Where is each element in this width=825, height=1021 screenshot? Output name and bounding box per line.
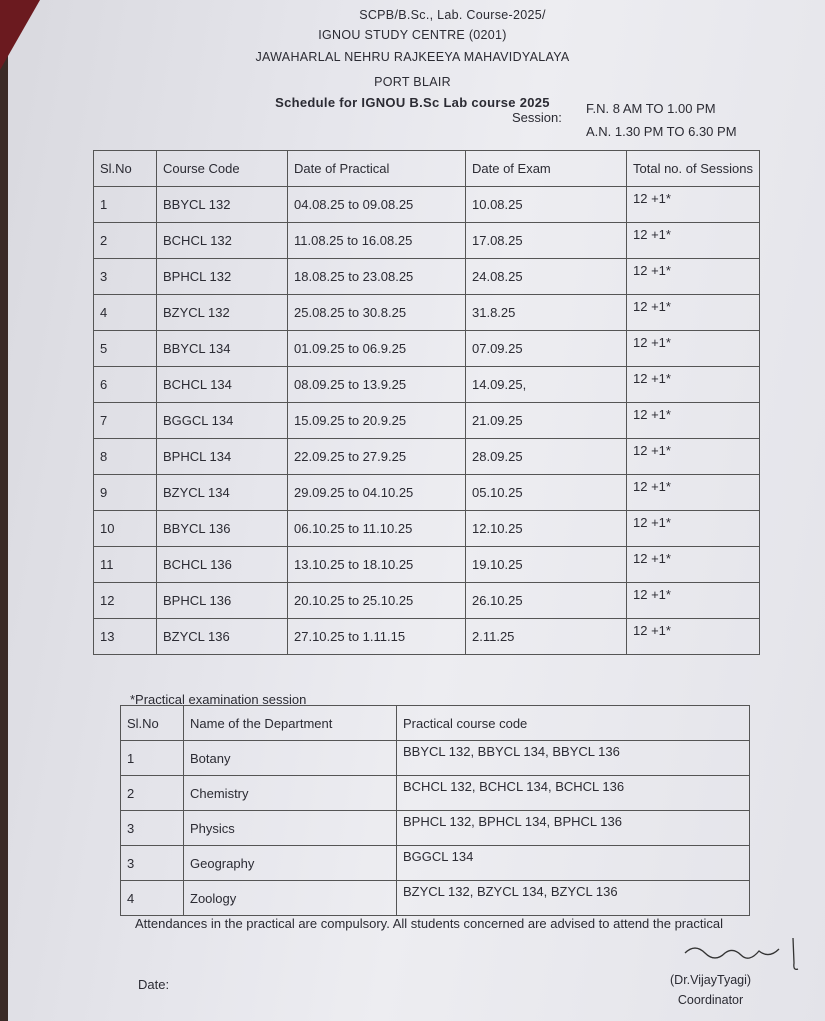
table-cell: Physics — [184, 811, 397, 846]
signatory-designation: Coordinator — [677, 993, 744, 1007]
table-cell: BZYCL 136 — [157, 619, 288, 655]
table-cell: 10 — [94, 511, 157, 547]
table-cell: 22.09.25 to 27.9.25 — [288, 439, 466, 475]
college-name: JAWAHARLAL NEHRU RAJKEEYA MAHAVIDYALAYA — [255, 50, 570, 64]
table-cell: BZYCL 132 — [157, 295, 288, 331]
table-cell: BGGCL 134 — [397, 846, 750, 881]
table-cell: 27.10.25 to 1.11.15 — [288, 619, 466, 655]
table-cell: BCHCL 134 — [157, 367, 288, 403]
signatory-name: (Dr.VijayTyagi) — [670, 973, 752, 987]
table-cell: 28.09.25 — [466, 439, 627, 475]
table-cell: BZYCL 132, BZYCL 134, BZYCL 136 — [397, 881, 750, 916]
table-cell: 01.09.25 to 06.9.25 — [288, 331, 466, 367]
table-cell: 24.08.25 — [466, 259, 627, 295]
session-label: Session: — [512, 110, 562, 125]
table-cell: Zoology — [184, 881, 397, 916]
table-cell: 12 +1* — [627, 439, 760, 475]
column-header: Practical course code — [397, 706, 750, 741]
table-row — [121, 811, 750, 846]
table-cell: 29.09.25 to 04.10.25 — [288, 475, 466, 511]
table-cell: 25.08.25 to 30.8.25 — [288, 295, 466, 331]
place-name: PORT BLAIR — [374, 75, 451, 89]
table-cell: 2 — [94, 223, 157, 259]
table-cell: 6 — [94, 367, 157, 403]
table-cell: 12 +1* — [627, 367, 760, 403]
table-cell: 12 +1* — [627, 259, 760, 295]
session-an: A.N. 1.30 PM TO 6.30 PM — [586, 124, 737, 139]
table-cell: 12 +1* — [627, 331, 760, 367]
table-row — [94, 187, 760, 223]
attendance-notice: Attendances in the practical are compulsory. All students concerned are advised to attend the practical — [135, 916, 723, 931]
table-cell: 2.11.25 — [466, 619, 627, 655]
table-cell: 12 +1* — [627, 223, 760, 259]
table-cell: BZYCL 134 — [157, 475, 288, 511]
table-row — [94, 223, 760, 259]
table-cell: 10.08.25 — [466, 187, 627, 223]
table-cell: 19.10.25 — [466, 547, 627, 583]
table-cell: Geography — [184, 846, 397, 881]
column-header: Date of Exam — [466, 151, 627, 187]
table-cell: 12 +1* — [627, 547, 760, 583]
table-cell: 04.08.25 to 09.08.25 — [288, 187, 466, 223]
table-cell: 13.10.25 to 18.10.25 — [288, 547, 466, 583]
table-cell: 14.09.25, — [466, 367, 627, 403]
column-header: Course Code — [157, 151, 288, 187]
table-cell: 17.08.25 — [466, 223, 627, 259]
table-cell: 12 — [94, 583, 157, 619]
date-label: Date: — [138, 977, 170, 992]
table-cell: BCHCL 136 — [157, 547, 288, 583]
table-cell: 11.08.25 to 16.08.25 — [288, 223, 466, 259]
table-cell: BGGCL 134 — [157, 403, 288, 439]
table-cell: 12 +1* — [627, 187, 760, 223]
table-row — [94, 547, 760, 583]
table-cell: 21.09.25 — [466, 403, 627, 439]
table-row — [121, 776, 750, 811]
table-cell: 15.09.25 to 20.9.25 — [288, 403, 466, 439]
table-cell: Botany — [184, 741, 397, 776]
table-row — [94, 439, 760, 475]
table-cell: 13 — [94, 619, 157, 655]
table-cell: 12 +1* — [627, 475, 760, 511]
table-row — [94, 583, 760, 619]
table-cell: 3 — [121, 846, 184, 881]
table-cell: 3 — [121, 811, 184, 846]
table-cell: BBYCL 132, BBYCL 134, BBYCL 136 — [397, 741, 750, 776]
column-header: Name of the Department — [184, 706, 397, 741]
table-cell: 4 — [94, 295, 157, 331]
table-cell: 07.09.25 — [466, 331, 627, 367]
table-cell: 12.10.25 — [466, 511, 627, 547]
table-cell: 5 — [94, 331, 157, 367]
schedule-table — [93, 150, 760, 655]
table-cell: 12 +1* — [627, 619, 760, 655]
table-row — [94, 331, 760, 367]
schedule-title: Schedule for IGNOU B.Sc Lab course 2025 — [275, 95, 550, 110]
table-cell: 12 +1* — [627, 295, 760, 331]
table-cell: 12 +1* — [627, 511, 760, 547]
table-cell: 05.10.25 — [466, 475, 627, 511]
table-cell: 12 +1* — [627, 583, 760, 619]
table-cell: 06.10.25 to 11.10.25 — [288, 511, 466, 547]
table-cell: BPHCL 134 — [157, 439, 288, 475]
table-row — [94, 403, 760, 439]
table-row — [94, 511, 760, 547]
table-cell: 12 +1* — [627, 403, 760, 439]
table-cell: 08.09.25 to 13.9.25 — [288, 367, 466, 403]
table-row — [94, 619, 760, 655]
table-cell: 3 — [94, 259, 157, 295]
signature-block — [670, 970, 751, 1010]
column-header: Total no. of Sessions — [627, 151, 760, 187]
table-row — [121, 846, 750, 881]
table-row — [121, 881, 750, 916]
table-cell: 9 — [94, 475, 157, 511]
table-row — [94, 367, 760, 403]
table-cell: BBYCL 132 — [157, 187, 288, 223]
table-row — [121, 741, 750, 776]
table-cell: 1 — [94, 187, 157, 223]
table-cell: BPHCL 136 — [157, 583, 288, 619]
department-table — [120, 705, 750, 916]
table-cell: 8 — [94, 439, 157, 475]
reference-number: SCPB/B.Sc., Lab. Course-2025/ — [359, 8, 546, 22]
session-fn: F.N. 8 AM TO 1.00 PM — [586, 101, 716, 116]
table-row — [94, 475, 760, 511]
department-header-row — [121, 706, 750, 741]
table-cell: BCHCL 132, BCHCL 134, BCHCL 136 — [397, 776, 750, 811]
table-cell: 18.08.25 to 23.08.25 — [288, 259, 466, 295]
table-cell: 7 — [94, 403, 157, 439]
practical-exam-note: *Practical examination session — [130, 692, 307, 707]
table-cell: 31.8.25 — [466, 295, 627, 331]
table-cell: 26.10.25 — [466, 583, 627, 619]
schedule-header-row — [94, 151, 760, 187]
column-header: Sl.No — [94, 151, 157, 187]
table-cell: BPHCL 132, BPHCL 134, BPHCL 136 — [397, 811, 750, 846]
table-cell: BBYCL 136 — [157, 511, 288, 547]
table-cell: BCHCL 132 — [157, 223, 288, 259]
column-header: Date of Practical — [288, 151, 466, 187]
column-header: Sl.No — [121, 706, 184, 741]
study-centre: IGNOU STUDY CENTRE (0201) — [318, 28, 507, 42]
table-cell: 2 — [121, 776, 184, 811]
table-cell: BBYCL 134 — [157, 331, 288, 367]
table-row — [94, 295, 760, 331]
table-row — [94, 259, 760, 295]
table-cell: 20.10.25 to 25.10.25 — [288, 583, 466, 619]
table-cell: Chemistry — [184, 776, 397, 811]
table-cell: BPHCL 132 — [157, 259, 288, 295]
table-cell: 11 — [94, 547, 157, 583]
table-cell: 1 — [121, 741, 184, 776]
table-cell: 4 — [121, 881, 184, 916]
